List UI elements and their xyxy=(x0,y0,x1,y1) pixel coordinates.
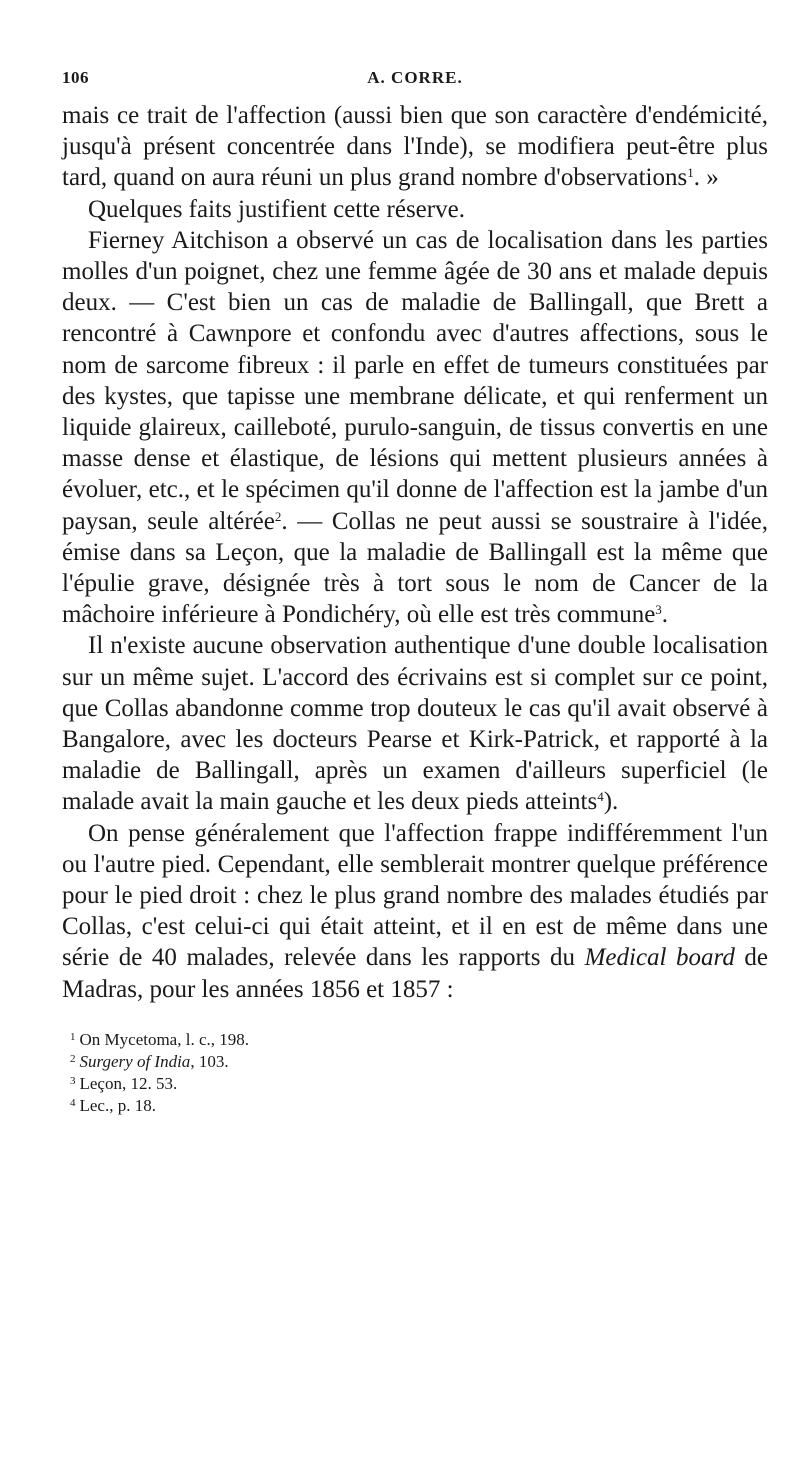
text-run: . — Collas ne peut aussi se soustraire à l'idée, émise dans sa Leçon, que la maladie de Ballingall est la même que l'épulie grave, désignée très à tort sous le nom de Cancer de la mâchoire inférieure à Pondichéry, où elle est très commune xyxy=(62,507,769,629)
paragraph xyxy=(62,818,768,1005)
page-number: 106 xyxy=(62,68,89,87)
italic-text: Surgery of India xyxy=(79,1051,191,1071)
text-run: . » xyxy=(693,164,719,192)
footnote-mark: 2 xyxy=(70,1052,76,1065)
text-run: mais ce trait de l'affection (aussi bien que son caractère d'endémicité, jusqu'à présent concentrée dans l'Inde), se modifiera peut-être plus tard, quand on aura réuni un plus grand nombre d'observations xyxy=(62,102,768,192)
body-text xyxy=(62,100,768,1005)
text-run: On Mycetoma, l. c., 198. xyxy=(79,1029,249,1049)
footnote xyxy=(70,1029,768,1051)
italic-text: Medical board xyxy=(584,944,735,972)
footnote-mark: 3 xyxy=(70,1074,76,1087)
text-run: de Madras, pour les années 1856 et 1857 : xyxy=(62,944,768,1003)
footnote-ref: 3 xyxy=(655,602,662,618)
text-run: Quelques faits justifient cette réserve. xyxy=(88,195,465,223)
footnote-ref: 1 xyxy=(687,165,694,181)
paragraph xyxy=(62,194,768,225)
footnote xyxy=(70,1051,768,1073)
paragraph xyxy=(62,630,768,817)
text-run: On pense généralement que l'affection frappe indifféremment l'un ou l'autre pied. Cependant, elle semblerait montrer quelque préférence pour le pied droit : chez le plus grand nombre des malades étudiés par Collas, c'est celui-ci qui était atteint, et il en est de même dans une série de 40 malades, relevée dans les rapports du xyxy=(62,819,768,972)
page-header xyxy=(62,62,768,96)
footnote-mark: 4 xyxy=(70,1096,76,1109)
footnote-mark: 1 xyxy=(70,1030,76,1043)
book-page xyxy=(62,62,768,1117)
paragraph xyxy=(62,100,768,194)
footnote xyxy=(70,1095,768,1117)
text-run: , 103. xyxy=(190,1051,229,1071)
paragraph xyxy=(62,225,768,631)
text-run: . xyxy=(661,601,669,629)
text-run: Il n'existe aucune observation authentique d'une double localisation sur un même sujet. L'accord des écrivains est si complet sur ce point, que Collas abandonne comme trop douteux le cas qu'il avait observé à Bangalore, avec les docteurs Pearse et Kirk-Patrick, et rapporté à la maladie de Ballingall, après un examen d'ailleurs superficiel (le malade avait la main gauche et les deux pieds atteints xyxy=(62,632,768,816)
text-run: Leçon, 12. 53. xyxy=(79,1073,178,1093)
footnote-ref: 2 xyxy=(274,508,282,524)
footnote xyxy=(70,1073,768,1095)
text-run: Lec., p. 18. xyxy=(79,1095,156,1115)
text-run: Fierney Aitchison a observé un cas de localisation dans les parties molles d'un poignet, chez une femme âgée de 30 ans et malade depuis deux. — C'est bien un cas de maladie de Ballingall, que Brett a rencontré à Cawnpore et confondu avec d'autres affections, sous le nom de sarcome fibreux : il parle en effet de tumeurs constituées par des kystes, que tapisse une membrane délicate, et qui renferment un liquide glaireux, cailleboté, purulo-sanguin, de tissus convertis en une masse dense et élastique, de lésions qui mettent plusieurs années à évoluer, etc., et le spécimen qu'il donne de l'affection est la jambe d'un paysan, seule altérée xyxy=(62,226,768,535)
footnotes xyxy=(62,1029,768,1117)
running-head: A. CORRE. xyxy=(367,68,463,87)
text-run: ). xyxy=(603,788,619,816)
footnote-ref: 4 xyxy=(597,789,604,805)
